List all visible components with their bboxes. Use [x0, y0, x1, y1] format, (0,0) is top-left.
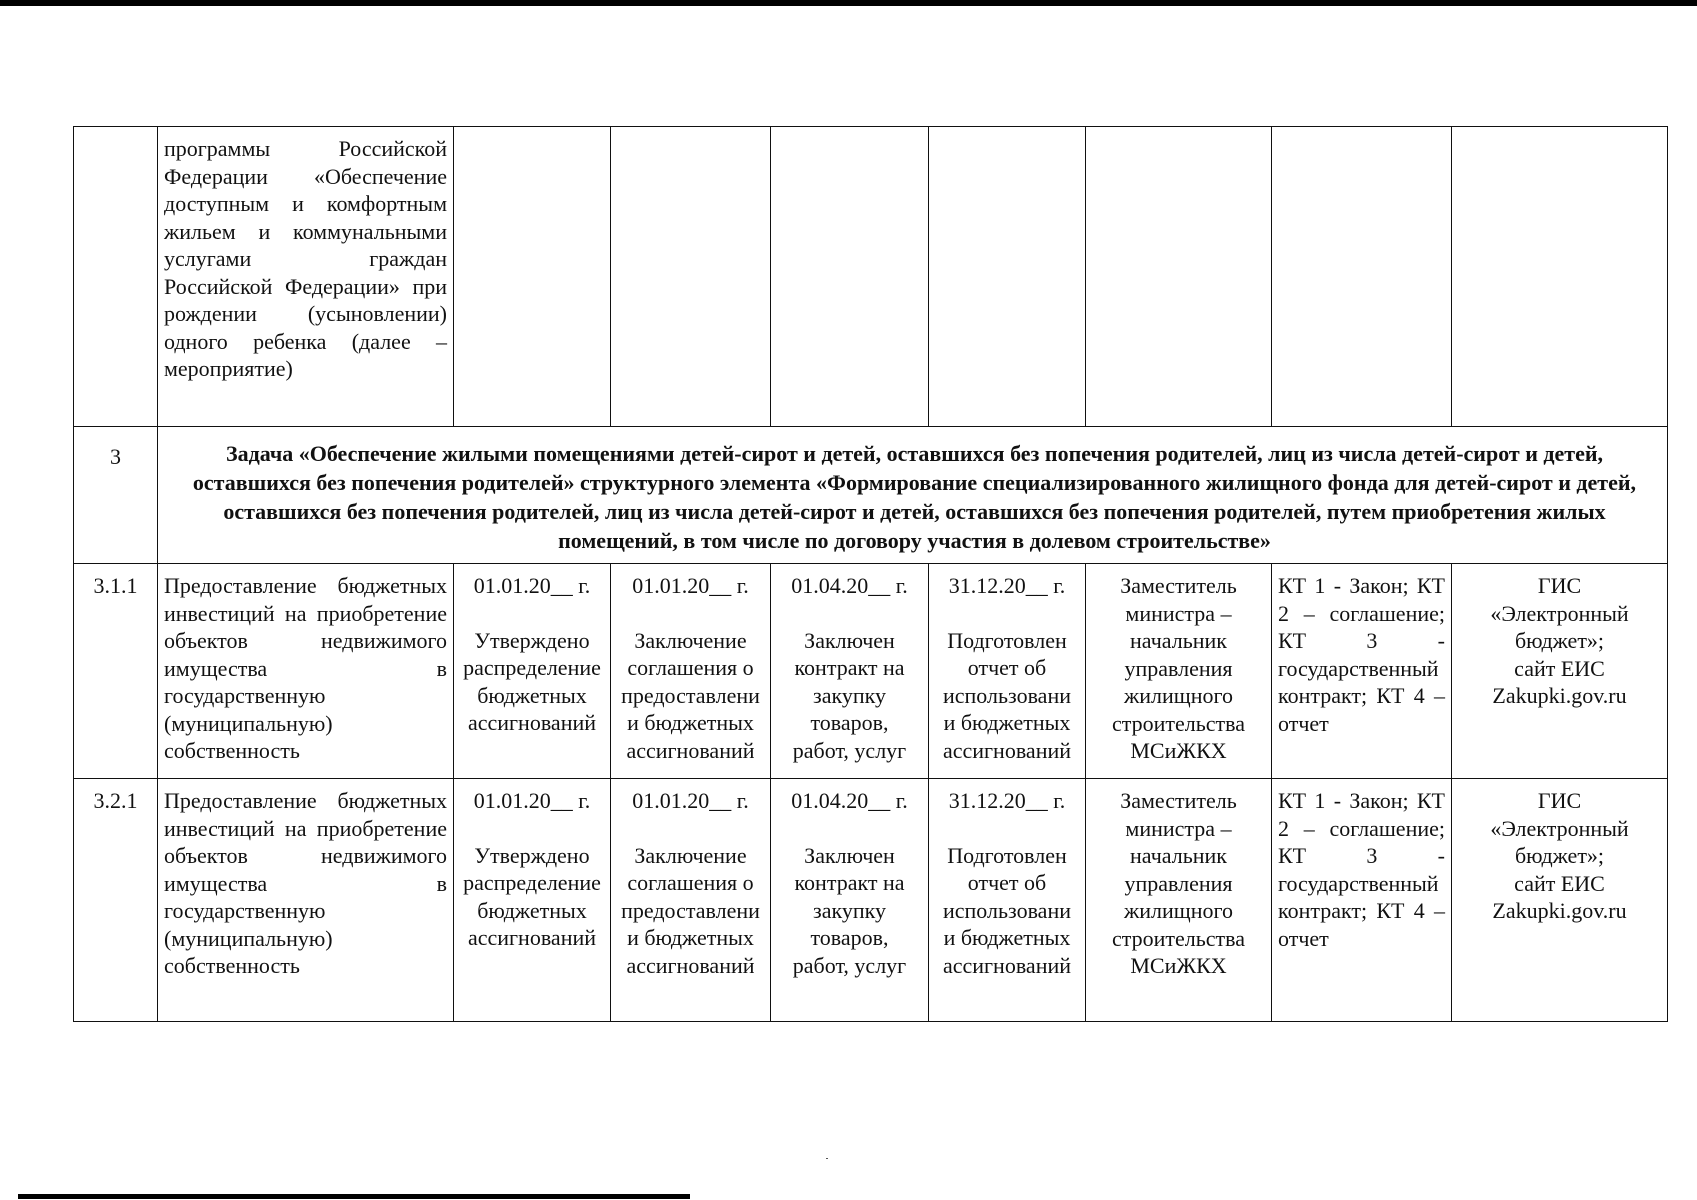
measures-table: [73, 126, 1668, 1022]
cell-measure-continuation: программы Российской Федерации «Обеспечение доступным и комфортным жильем и коммунальными услугами граждан Российской Федерации» при рождении (усыновлении) одного ребенка (далее – мероприятие): [158, 127, 454, 427]
cell-num-empty: [74, 127, 158, 427]
cell-item-number: 3.2.1: [74, 779, 158, 1022]
cell-control-points: КТ 1 - Закон; КТ 2 – соглашение; КТ 3 - государственный контракт; КТ 4 – отчет: [1272, 779, 1452, 1022]
checkpoint-event: Подготовлен отчет об использовани и бюджетных ассигнований: [942, 842, 1072, 978]
table-row-task: [74, 427, 1668, 564]
cell-checkpoint-4: [929, 779, 1086, 1022]
cell-task-text: Задача «Обеспечение жилыми помещениями детей-сирот и детей, оставшихся без попечения родителей, лиц из числа детей-сирот и детей, оставшихся без попечения родителей» структурного элемента «Формирование специализированного жилищного фонда для детей-сирот и детей, оставшихся без попечения родителей, лиц из числа детей-сирот и детей, оставшихся без попечения родителей, путем приобретения жилых помещений, в том числе по договору участия в долевом строительстве»: [158, 427, 1668, 564]
cell-empty: [1452, 127, 1668, 427]
cell-empty: [454, 127, 611, 427]
cell-responsible: Заместитель министра – начальник управления жилищного строительства МСиЖКХ: [1086, 779, 1272, 1022]
cell-control-points: КТ 1 - Закон; КТ 2 – соглашение; КТ 3 - государственный контракт; КТ 4 – отчет: [1272, 564, 1452, 779]
cell-checkpoint-2: [611, 564, 771, 779]
checkpoint-event: Заключение соглашения о предоставлени и бюджетных ассигнований: [621, 842, 760, 978]
table-row: [74, 779, 1668, 1022]
cell-checkpoint-1: [454, 564, 611, 779]
checkpoint-date: 01.01.20__ г.: [473, 573, 591, 598]
checkpoint-date: 01.04.20__ г.: [791, 788, 908, 813]
checkpoint-date: 01.01.20__ г.: [632, 573, 749, 598]
checkpoint-date: 31.12.20__ г.: [948, 788, 1066, 813]
cell-item-number: 3.1.1: [74, 564, 158, 779]
scan-edge-top: [0, 0, 1697, 6]
table-row-continuation: [74, 127, 1668, 427]
cell-empty: [1086, 127, 1272, 427]
cell-checkpoint-4: [929, 564, 1086, 779]
scan-speck: [826, 1158, 828, 1159]
cell-checkpoint-2: [611, 779, 771, 1022]
cell-empty: [1272, 127, 1452, 427]
cell-task-number: 3: [74, 427, 158, 564]
cell-info-system: ГИС «Электронный бюджет»; сайт ЕИС Zakupki.gov.ru: [1452, 564, 1668, 779]
cell-checkpoint-1: [454, 779, 611, 1022]
checkpoint-event: Утверждено распределение бюджетных ассигнований: [463, 842, 601, 950]
checkpoint-date: 01.01.20__ г.: [473, 788, 591, 813]
scan-edge-bottom: [18, 1194, 690, 1199]
cell-empty: [611, 127, 771, 427]
table-row: [74, 564, 1668, 779]
cell-item-name: Предоставление бюджетных инвестиций на приобретение объектов недвижимого имущества в государственную (муниципальную) собственность: [158, 779, 454, 1022]
checkpoint-date: 01.01.20__ г.: [632, 788, 749, 813]
cell-info-system: ГИС «Электронный бюджет»; сайт ЕИС Zakupki.gov.ru: [1452, 779, 1668, 1022]
cell-empty: [929, 127, 1086, 427]
checkpoint-event: Заключен контракт на закупку товаров, работ, услуг: [792, 627, 907, 763]
checkpoint-date: 01.04.20__ г.: [791, 573, 908, 598]
checkpoint-event: Заключен контракт на закупку товаров, работ, услуг: [792, 842, 907, 978]
checkpoint-event: Утверждено распределение бюджетных ассигнований: [463, 627, 601, 735]
cell-empty: [771, 127, 929, 427]
cell-checkpoint-3: [771, 779, 929, 1022]
cell-item-name: Предоставление бюджетных инвестиций на приобретение объектов недвижимого имущества в государственную (муниципальную) собственность: [158, 564, 454, 779]
cell-checkpoint-3: [771, 564, 929, 779]
checkpoint-event: Подготовлен отчет об использовани и бюджетных ассигнований: [942, 627, 1072, 763]
checkpoint-event: Заключение соглашения о предоставлени и бюджетных ассигнований: [621, 627, 760, 763]
checkpoint-date: 31.12.20__ г.: [948, 573, 1066, 598]
cell-responsible: Заместитель министра – начальник управления жилищного строительства МСиЖКХ: [1086, 564, 1272, 779]
